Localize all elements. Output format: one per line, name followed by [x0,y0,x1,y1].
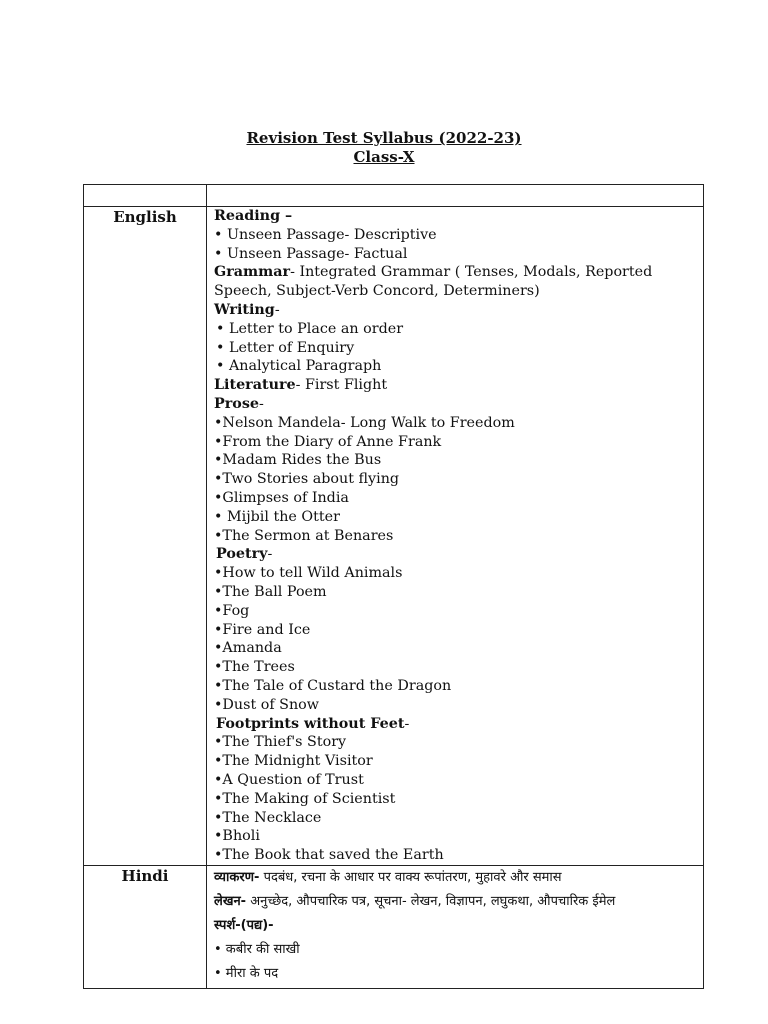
list-item: •Fog [214,602,250,619]
list-item: • मीरा के पद [214,965,279,981]
list-item: • Letter of Enquiry [216,339,355,356]
list-item: •Glimpses of India [214,489,349,506]
table-row-english [84,207,704,866]
table-header-row [84,185,704,207]
class-title: Class-X [353,148,415,166]
lekhan-text: अनुच्छेद, औपचारिक पत्र, सूचना- लेखन, विज्ञापन, लघुकथा, औपचारिक ईमेल [246,893,616,909]
list-item: •The Sermon at Benares [214,527,394,544]
list-item: •A Question of Trust [214,771,364,788]
list-item: •Nelson Mandela- Long Walk to Freedom [214,414,515,431]
lekhan-heading: लेखन- [214,893,247,909]
list-item: •How to tell Wild Animals [214,565,403,582]
list-item: •The Thief's Story [214,734,347,751]
prose-heading: Prose [214,395,259,412]
list-item: •The Ball Poem [214,583,327,600]
list-item: •Dust of Snow [214,696,320,713]
footprints-line [214,715,699,734]
list-item: •The Tale of Custard the Dragon [214,677,452,694]
header-cell-content [207,185,704,207]
list-item: • Letter to Place an order [216,320,404,337]
poetry-suffix: - [267,546,273,563]
grammar-text: - Integrated Grammar ( Tenses, Modals, Reported Speech, Subject-Verb Concord, Determiners) [214,264,653,300]
writing-suffix: - [274,301,280,318]
poetry-line [214,545,699,564]
writing-heading: Writing [214,301,275,318]
list-item: •Bholi [214,828,260,845]
reading-heading: Reading – [214,208,293,224]
literature-text: - First Flight [295,377,388,394]
vyakaran-text: पदबंध, रचना के आधार पर वाक्य रूपांतरण, मुहावरे और समास [259,869,562,885]
footprints-heading: Footprints without Feet [216,715,405,732]
list-item: •From the Diary of Anne Frank [214,433,442,450]
list-item: • Analytical Paragraph [216,358,382,375]
vyakaran-heading: व्याकरण- [214,869,260,885]
list-item: •The Making of Scientist [214,790,396,807]
subject-cell-hindi: Hindi [84,865,207,988]
poetry-heading: Poetry [216,546,268,563]
page-title: Revision Test Syllabus (2022-23) [246,129,522,147]
list-item: •The Midnight Visitor [214,753,373,770]
lekhan-line [214,890,699,914]
literature-line [214,376,699,395]
list-item: • Unseen Passage- Descriptive [214,226,437,243]
list-item: •Two Stories about flying [214,471,400,488]
list-item: •Madam Rides the Bus [214,452,382,469]
list-item: •The Trees [214,659,295,676]
list-item: •Amanda [214,640,282,657]
header-cell-subject [84,185,207,207]
list-item: •The Book that saved the Earth [214,847,444,864]
list-item: •Fire and Ice [214,621,311,638]
writing-line [214,301,699,320]
vyakaran-line [214,866,699,890]
list-item: • कबीर की साखी [214,941,300,957]
grammar-line [214,263,699,301]
prose-suffix: - [258,395,264,412]
subject-cell-english: English [84,207,207,866]
footprints-suffix: - [404,715,410,732]
content-cell-english [207,207,704,866]
list-item: • Mijbil the Otter [214,508,340,525]
prose-line [214,395,699,414]
syllabus-table [83,184,704,989]
list-item: •The Necklace [214,809,322,826]
grammar-heading: Grammar [214,264,291,281]
content-cell-hindi [207,865,704,988]
sparsh-heading: स्पर्श-(पद्य)- [214,917,274,933]
literature-heading: Literature [214,377,296,394]
list-item: • Unseen Passage- Factual [214,245,408,262]
table-row-hindi [84,865,704,988]
